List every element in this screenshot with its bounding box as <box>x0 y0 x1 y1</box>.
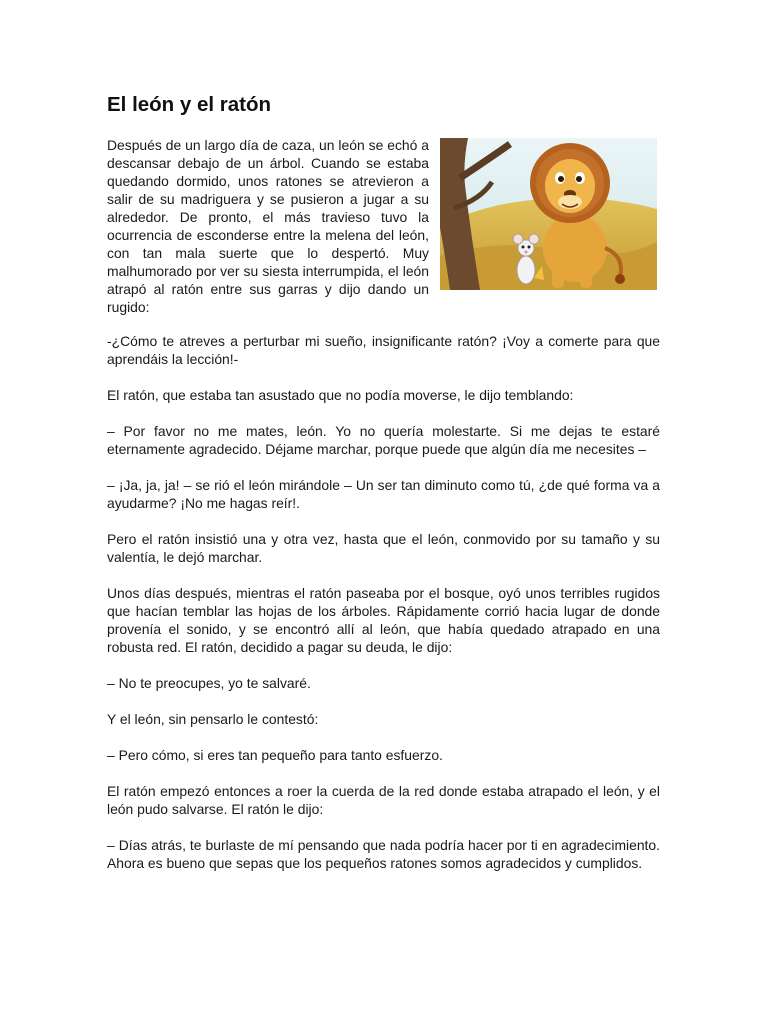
story-paragraph: – Pero cómo, si eres tan pequeño para tanto esfuerzo. <box>107 747 443 763</box>
story-paragraph: – No te preocupes, yo te salvaré. <box>107 675 311 691</box>
story-paragraph: El ratón empezó entonces a roer la cuerda de la red donde estaba atrapado el león, y el león pudo salvarse. El ratón le dijo: <box>107 783 660 817</box>
story-paragraph: – Días atrás, te burlaste de mí pensando que nada podría hacer por ti en agradecimiento. Ahora es bueno que sepas que los pequeños ratones somos agradecidos y cumplidos. <box>107 837 660 871</box>
story-paragraph: El ratón, que estaba tan asustado que no podía moverse, le dijo temblando: <box>107 387 574 403</box>
lion-and-mouse-illustration <box>440 138 657 290</box>
story-paragraph: Unos días después, mientras el ratón paseaba por el bosque, oyó unos terribles rugidos que hacían temblar las hojas de los árboles. Rápidamente corrió hacia lugar de donde provenía el sonido, y se encontró allí al león, que había quedado atrapado en una robusta red. El ratón, decidido a pagar su deuda, le dijo: <box>107 585 660 655</box>
document-page <box>107 92 660 872</box>
story-body <box>107 332 660 872</box>
intro-paragraph: Después de un largo día de caza, un león se echó a descansar debajo de un árbol. Cuando se estaba quedando dormido, unos ratones se atrevieron a salir de su madriguera y se pusieron a jugar a su alrededor. De pronto, el más travieso tuvo la ocurrencia de esconderse entre la melena del león, con tan mala suerte que lo despertó. Muy malhumorado por ver su siesta interrumpida, el león atrapó al ratón entre sus garras y dijo dando un rugido: <box>107 137 429 315</box>
document-title: El león y el ratón <box>107 93 272 116</box>
story-paragraph: – ¡Ja, ja, ja! – se rió el león mirándole – Un ser tan diminuto como tú, ¿de qué forma va a ayudarme? ¡No me hagas reír!. <box>107 477 660 511</box>
story-paragraph: – Por favor no me mates, león. Yo no quería molestarte. Si me dejas te estaré eternamente agradecido. Déjame marchar, porque puede que algún día me necesites – <box>107 423 660 457</box>
story-paragraph: -¿Cómo te atreves a perturbar mi sueño, insignificante ratón? ¡Voy a comerte para que aprendáis la lección!- <box>107 333 660 367</box>
story-paragraph: Y el león, sin pensarlo le contestó: <box>107 711 319 727</box>
story-paragraph: Pero el ratón insistió una y otra vez, hasta que el león, conmovido por su tamaño y su valentía, le dejó marchar. <box>107 531 660 565</box>
intro-section <box>107 136 660 316</box>
